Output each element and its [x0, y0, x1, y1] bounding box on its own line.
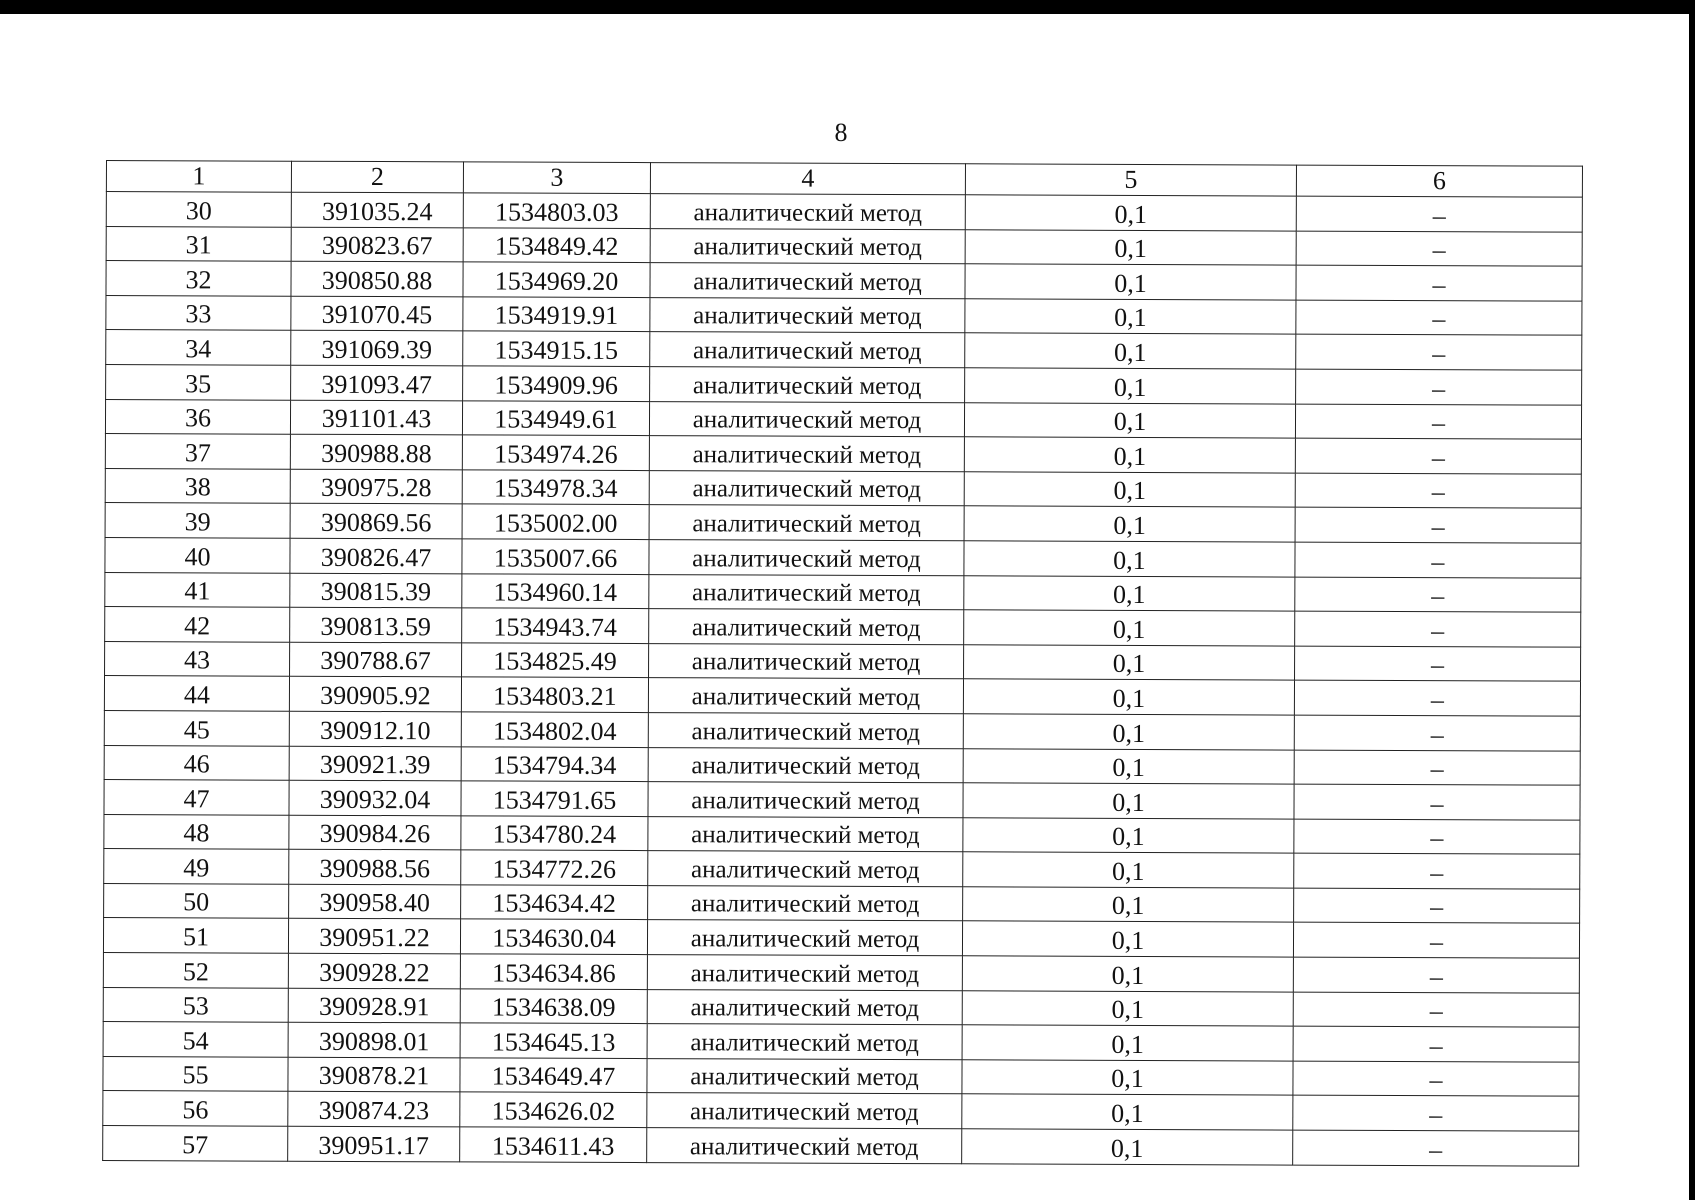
- point-number-cell: 37: [105, 434, 290, 469]
- accuracy-cell: 0,1: [962, 1060, 1293, 1096]
- table-row: [104, 780, 1580, 820]
- method-cell: аналитический метод: [647, 1093, 962, 1129]
- x-coordinate-cell: 390921.39: [289, 746, 461, 781]
- table-row: [104, 814, 1580, 854]
- y-coordinate-cell: 1534794.34: [461, 746, 648, 781]
- accuracy-cell: 0,1: [964, 645, 1295, 681]
- accuracy-cell: 0,1: [964, 575, 1295, 611]
- x-coordinate-cell: 390928.22: [288, 953, 460, 988]
- y-coordinate-cell: 1534919.91: [463, 297, 650, 332]
- y-coordinate-cell: 1534960.14: [462, 573, 649, 608]
- table-row: [105, 399, 1581, 439]
- x-coordinate-cell: 390975.28: [290, 469, 462, 504]
- table-row: [105, 434, 1581, 474]
- table-row: [103, 1056, 1579, 1096]
- y-coordinate-cell: 1534626.02: [460, 1092, 647, 1127]
- y-coordinate-cell: 1534974.26: [462, 435, 649, 470]
- accuracy-cell: 0,1: [962, 921, 1293, 957]
- point-number-cell: 53: [103, 987, 288, 1022]
- accuracy-cell: 0,1: [963, 817, 1294, 853]
- method-cell: аналитический метод: [648, 816, 963, 852]
- point-number-cell: 49: [104, 849, 289, 884]
- accuracy-cell: 0,1: [962, 956, 1293, 992]
- column-header-1: 1: [106, 161, 291, 193]
- accuracy-cell: 0,1: [964, 506, 1295, 542]
- point-number-cell: 39: [105, 503, 290, 538]
- y-coordinate-cell: 1534915.15: [463, 331, 650, 366]
- method-cell: аналитический метод: [648, 678, 963, 714]
- method-cell: аналитический метод: [650, 228, 965, 264]
- method-cell: аналитический метод: [649, 609, 964, 645]
- x-coordinate-cell: 390788.67: [290, 642, 462, 677]
- y-coordinate-cell: 1534943.74: [462, 608, 649, 643]
- x-coordinate-cell: 390898.01: [288, 1022, 460, 1057]
- table-row: [106, 364, 1582, 404]
- y-coordinate-cell: 1534630.04: [460, 919, 647, 954]
- point-number-cell: 46: [104, 745, 289, 780]
- accuracy-cell: 0,1: [963, 887, 1294, 923]
- method-cell: аналитический метод: [650, 367, 965, 403]
- note-cell: –: [1295, 404, 1581, 440]
- point-number-cell: 47: [104, 780, 289, 815]
- point-number-cell: 31: [106, 226, 291, 261]
- note-cell: –: [1293, 957, 1579, 993]
- note-cell: –: [1296, 300, 1582, 336]
- column-header-6: 6: [1296, 165, 1582, 197]
- note-cell: –: [1294, 853, 1580, 889]
- point-number-cell: 32: [106, 261, 291, 296]
- accuracy-cell: 0,1: [963, 783, 1294, 819]
- table-row: [105, 537, 1581, 577]
- accuracy-cell: 0,1: [965, 333, 1296, 369]
- x-coordinate-cell: 390815.39: [290, 573, 462, 608]
- x-coordinate-cell: 390869.56: [290, 504, 462, 539]
- note-cell: –: [1295, 542, 1581, 578]
- x-coordinate-cell: 391101.43: [290, 400, 462, 435]
- method-cell: аналитический метод: [647, 1058, 962, 1094]
- y-coordinate-cell: 1535007.66: [462, 539, 649, 574]
- column-header-3: 3: [463, 162, 650, 194]
- method-cell: аналитический метод: [650, 297, 965, 333]
- scan-border-right: [1689, 0, 1695, 1200]
- point-number-cell: 45: [104, 710, 289, 745]
- x-coordinate-cell: 390826.47: [290, 538, 462, 573]
- x-coordinate-cell: 390813.59: [290, 607, 462, 642]
- table-body: [103, 192, 1583, 1166]
- point-number-cell: 51: [103, 918, 288, 953]
- x-coordinate-cell: 390951.17: [288, 1126, 460, 1161]
- table-row: [105, 572, 1581, 612]
- accuracy-cell: 0,1: [965, 229, 1296, 265]
- note-cell: –: [1295, 611, 1581, 647]
- x-coordinate-cell: 390905.92: [289, 677, 461, 712]
- y-coordinate-cell: 1534969.20: [463, 262, 650, 297]
- table-row: [106, 261, 1582, 301]
- note-cell: –: [1294, 715, 1580, 751]
- note-cell: –: [1294, 750, 1580, 786]
- accuracy-cell: 0,1: [965, 195, 1296, 231]
- y-coordinate-cell: 1534634.86: [460, 954, 647, 989]
- note-cell: –: [1295, 438, 1581, 474]
- x-coordinate-cell: 390951.22: [288, 919, 460, 954]
- x-coordinate-cell: 391069.39: [291, 331, 463, 366]
- y-coordinate-cell: 1534638.09: [460, 989, 647, 1024]
- method-cell: аналитический метод: [648, 712, 963, 748]
- accuracy-cell: 0,1: [964, 402, 1295, 438]
- accuracy-cell: 0,1: [962, 1129, 1293, 1165]
- y-coordinate-cell: 1534634.42: [461, 885, 648, 920]
- y-coordinate-cell: 1534611.43: [460, 1127, 647, 1162]
- y-coordinate-cell: 1534780.24: [461, 816, 648, 851]
- point-number-cell: 48: [104, 814, 289, 849]
- point-number-cell: 43: [105, 641, 290, 676]
- y-coordinate-cell: 1534772.26: [461, 850, 648, 885]
- y-coordinate-cell: 1534949.61: [462, 400, 649, 435]
- note-cell: –: [1296, 334, 1582, 370]
- accuracy-cell: 0,1: [962, 1025, 1293, 1061]
- table-row: [104, 849, 1580, 889]
- method-cell: аналитический метод: [650, 332, 965, 368]
- note-cell: –: [1294, 784, 1580, 820]
- note-cell: –: [1296, 231, 1582, 267]
- accuracy-cell: 0,1: [965, 368, 1296, 404]
- point-number-cell: 56: [103, 1091, 288, 1126]
- point-number-cell: 57: [103, 1126, 288, 1161]
- table-row: [103, 1091, 1579, 1131]
- method-cell: аналитический метод: [647, 1024, 962, 1060]
- x-coordinate-cell: 391035.24: [291, 192, 463, 227]
- point-number-cell: 30: [106, 192, 291, 227]
- accuracy-cell: 0,1: [963, 748, 1294, 784]
- y-coordinate-cell: 1534825.49: [462, 643, 649, 678]
- table-row: [105, 468, 1581, 508]
- x-coordinate-cell: 390928.91: [288, 988, 460, 1023]
- point-number-cell: 34: [106, 330, 291, 365]
- column-header-5: 5: [965, 164, 1296, 196]
- accuracy-cell: 0,1: [962, 990, 1293, 1026]
- accuracy-cell: 0,1: [964, 610, 1295, 646]
- y-coordinate-cell: 1534791.65: [461, 781, 648, 816]
- table-row: [103, 987, 1579, 1027]
- table-row: [104, 710, 1580, 750]
- note-cell: –: [1296, 196, 1582, 232]
- method-cell: аналитический метод: [647, 1128, 962, 1164]
- method-cell: аналитический метод: [648, 747, 963, 783]
- note-cell: –: [1295, 473, 1581, 509]
- x-coordinate-cell: 390932.04: [289, 780, 461, 815]
- table-row: [103, 1022, 1579, 1062]
- table-row: [104, 676, 1580, 716]
- point-number-cell: 54: [103, 1022, 288, 1057]
- accuracy-cell: 0,1: [963, 714, 1294, 750]
- table-row: [104, 745, 1580, 785]
- table-row: [106, 226, 1582, 266]
- method-cell: аналитический метод: [649, 540, 964, 576]
- note-cell: –: [1295, 577, 1581, 613]
- method-cell: аналитический метод: [647, 920, 962, 956]
- x-coordinate-cell: 390958.40: [289, 884, 461, 919]
- scan-border-top: [0, 0, 1695, 14]
- y-coordinate-cell: 1534803.21: [461, 677, 648, 712]
- table-row: [103, 953, 1579, 993]
- method-cell: аналитический метод: [648, 782, 963, 818]
- table-row: [105, 607, 1581, 647]
- note-cell: –: [1295, 646, 1581, 682]
- table-row: [106, 192, 1582, 232]
- note-cell: –: [1293, 1061, 1579, 1097]
- y-coordinate-cell: 1534909.96: [463, 366, 650, 401]
- note-cell: –: [1296, 265, 1582, 301]
- method-cell: аналитический метод: [647, 955, 962, 991]
- y-coordinate-cell: 1534649.47: [460, 1058, 647, 1093]
- accuracy-cell: 0,1: [964, 472, 1295, 508]
- table-row: [103, 1126, 1579, 1166]
- note-cell: –: [1293, 1026, 1579, 1062]
- point-number-cell: 38: [105, 468, 290, 503]
- point-number-cell: 55: [103, 1056, 288, 1091]
- x-coordinate-cell: 390874.23: [288, 1092, 460, 1127]
- table-row: [106, 295, 1582, 335]
- accuracy-cell: 0,1: [962, 1094, 1293, 1130]
- note-cell: –: [1296, 369, 1582, 405]
- x-coordinate-cell: 390823.67: [291, 227, 463, 262]
- note-cell: –: [1294, 680, 1580, 716]
- x-coordinate-cell: 390988.88: [290, 434, 462, 469]
- table-row: [105, 641, 1581, 681]
- note-cell: –: [1295, 507, 1581, 543]
- x-coordinate-cell: 390878.21: [288, 1057, 460, 1092]
- x-coordinate-cell: 391070.45: [291, 296, 463, 331]
- method-cell: аналитический метод: [647, 989, 962, 1025]
- point-number-cell: 42: [105, 607, 290, 642]
- x-coordinate-cell: 390988.56: [289, 849, 461, 884]
- column-header-2: 2: [291, 161, 463, 193]
- note-cell: –: [1293, 1130, 1579, 1166]
- note-cell: –: [1293, 992, 1579, 1028]
- note-cell: –: [1293, 1096, 1579, 1132]
- point-number-cell: 35: [106, 364, 291, 399]
- column-header-4: 4: [650, 163, 965, 195]
- y-coordinate-cell: 1534803.03: [463, 193, 650, 228]
- accuracy-cell: 0,1: [964, 437, 1295, 473]
- accuracy-cell: 0,1: [963, 852, 1294, 888]
- y-coordinate-cell: 1534978.34: [462, 470, 649, 505]
- accuracy-cell: 0,1: [964, 541, 1295, 577]
- point-number-cell: 50: [104, 883, 289, 918]
- coordinates-table-container: [102, 160, 1582, 1166]
- point-number-cell: 52: [103, 953, 288, 988]
- point-number-cell: 44: [104, 676, 289, 711]
- method-cell: аналитический метод: [649, 643, 964, 679]
- method-cell: аналитический метод: [650, 263, 965, 299]
- point-number-cell: 41: [105, 572, 290, 607]
- accuracy-cell: 0,1: [965, 299, 1296, 335]
- method-cell: аналитический метод: [649, 401, 964, 437]
- method-cell: аналитический метод: [649, 505, 964, 541]
- coordinates-table: [102, 160, 1583, 1166]
- y-coordinate-cell: 1534802.04: [461, 712, 648, 747]
- method-cell: аналитический метод: [650, 194, 965, 230]
- point-number-cell: 36: [105, 399, 290, 434]
- x-coordinate-cell: 390984.26: [289, 815, 461, 850]
- method-cell: аналитический метод: [649, 436, 964, 472]
- x-coordinate-cell: 390850.88: [291, 261, 463, 296]
- accuracy-cell: 0,1: [963, 679, 1294, 715]
- note-cell: –: [1294, 819, 1580, 855]
- point-number-cell: 33: [106, 295, 291, 330]
- note-cell: –: [1293, 923, 1579, 959]
- x-coordinate-cell: 390912.10: [289, 711, 461, 746]
- accuracy-cell: 0,1: [965, 264, 1296, 300]
- method-cell: аналитический метод: [649, 470, 964, 506]
- table-row: [103, 918, 1579, 958]
- method-cell: аналитический метод: [649, 574, 964, 610]
- method-cell: аналитический метод: [648, 851, 963, 887]
- note-cell: –: [1294, 888, 1580, 924]
- table-row: [104, 883, 1580, 923]
- y-coordinate-cell: 1535002.00: [462, 504, 649, 539]
- y-coordinate-cell: 1534645.13: [460, 1023, 647, 1058]
- table-row: [105, 503, 1581, 543]
- point-number-cell: 40: [105, 537, 290, 572]
- page-number: 8: [834, 118, 848, 147]
- y-coordinate-cell: 1534849.42: [463, 227, 650, 262]
- table-row: [106, 330, 1582, 370]
- method-cell: аналитический метод: [648, 885, 963, 921]
- x-coordinate-cell: 391093.47: [291, 365, 463, 400]
